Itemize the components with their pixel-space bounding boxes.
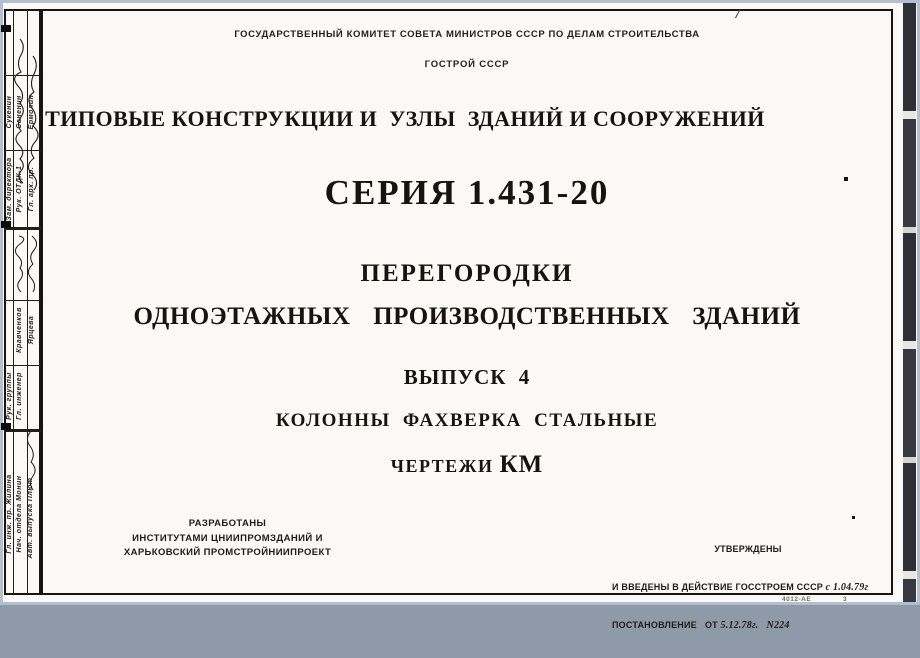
approved-line2-text: И ВВЕДЕНЫ В ДЕЙСТВИЕ ГОССТРОЕМ СССР — [612, 581, 823, 592]
drawings-label: ЧЕРТЕЖИ — [390, 456, 494, 476]
committee-header: ГОСУДАРСТВЕННЫЙ КОМИТЕТ СОВЕТА МИНИСТРОВ СССР ПО ДЕЛАМ СТРОИТЕЛЬСТВА — [234, 29, 700, 40]
stamp-name: Ярцева — [28, 315, 35, 345]
signature-scribble — [15, 234, 25, 294]
scan-speck — [844, 177, 848, 181]
approved-line-3 — [612, 619, 884, 633]
footer-doc-code: 4012-АЕ — [782, 596, 812, 603]
stamp-name: Саненин — [16, 95, 23, 129]
approved-effective-date: с 1.04.79г — [825, 581, 869, 593]
stamp-entry: Авт. выпуска Плют — [27, 477, 34, 559]
stamp-role: Гл. арх. пр. — [28, 166, 35, 212]
binding-shadow-strip — [903, 3, 916, 602]
scan-speck — [852, 516, 855, 519]
stamp-role: Рук. группы — [6, 372, 13, 420]
approved-block — [612, 518, 884, 658]
stamp-name: Сукенин — [6, 95, 13, 129]
resolution-date: 5.12.78г. — [720, 620, 759, 631]
series-number-title: СЕРИЯ 1.431-20 — [324, 173, 610, 212]
stamp-role: Рук. ОТДК-1 — [16, 165, 23, 213]
stamp-role: Зам. директора — [6, 157, 13, 221]
issue-subject: КОЛОННЫ ФАХВЕРКА СТАЛЬНЫЕ — [275, 410, 659, 431]
stamp-name: Ермолин — [28, 94, 35, 130]
developed-line: РАЗРАБОТАНЫ — [188, 518, 267, 529]
stamp-role: Гл. инженер — [16, 372, 23, 420]
issue-number: ВЫПУСК 4 — [403, 365, 531, 389]
footer-page-number: 3 — [843, 596, 847, 603]
approved-line3-text: ПОСТАНОВЛЕНИЕ ОТ — [612, 620, 718, 630]
registration-tick — [1, 25, 11, 32]
subject-line-1: ПЕРЕГОРОДКИ — [360, 260, 574, 287]
subject-line-2: ОДНОЭТАЖНЫХ ПРОИЗВОДСТВЕННЫХ ЗДАНИЙ — [133, 303, 801, 330]
developed-by-block — [95, 517, 360, 561]
approved-title: УТВЕРЖДЕНЫ — [714, 544, 782, 554]
signature-scribble — [28, 234, 38, 294]
approved-line-2 — [612, 581, 884, 595]
series-caption: ТИПОВЫЕ КОНСТРУКЦИИ И УЗЛЫ ЗДАНИЙ И СООРУЖЕНИЙ — [45, 106, 765, 131]
stamp-entry: Гл. инж. пр. Жилина — [6, 474, 13, 554]
gosstroy-subheader: ГОСТРОЙ СССР — [424, 59, 510, 70]
stamp-entry: Нач. отдела Монин — [16, 475, 23, 553]
drawing-frame — [41, 9, 893, 595]
drawings-line — [41, 451, 893, 479]
signature-scribble — [27, 428, 37, 492]
stamp-name: Кравченков — [16, 307, 23, 353]
developed-line: ИНСТИТУТАМИ ЦНИИПРОМЗДАНИЙ И — [132, 532, 323, 544]
drawings-code: КМ — [499, 451, 544, 478]
developed-line: ХАРЬКОВСКИЙ ПРОМСТРОЙНИИПРОЕКТ — [123, 547, 332, 558]
resolution-number: N224 — [766, 620, 790, 631]
